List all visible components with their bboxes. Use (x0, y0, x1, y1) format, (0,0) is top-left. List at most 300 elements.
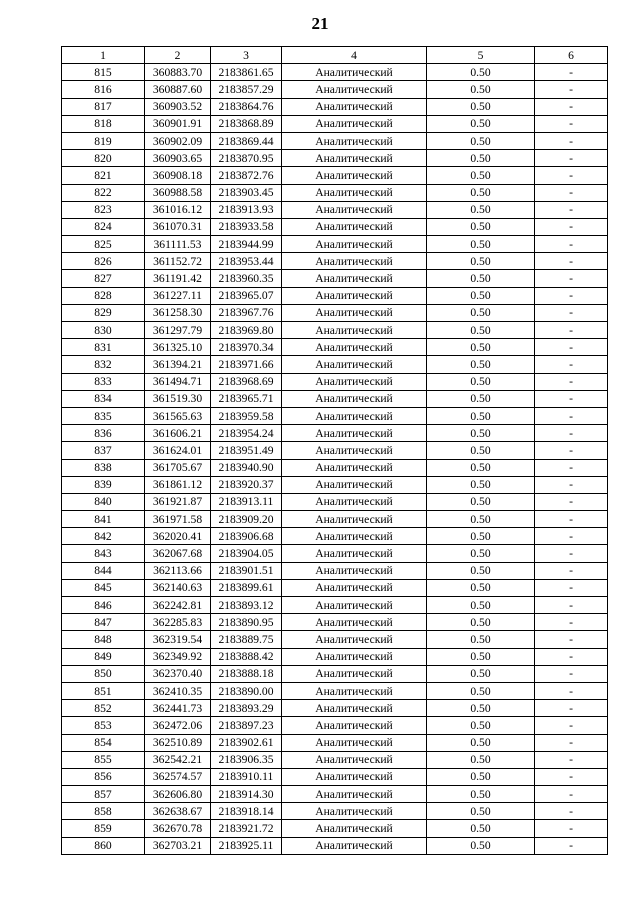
x-coordinate-cell: 362703.21 (145, 837, 211, 854)
y-coordinate-cell: 2183968.69 (211, 373, 282, 390)
point-number-cell: 828 (62, 287, 145, 304)
note-cell: - (535, 768, 608, 785)
point-number-cell: 818 (62, 115, 145, 132)
table-header (62, 47, 608, 64)
point-number-cell: 829 (62, 304, 145, 321)
y-coordinate-cell: 2183897.23 (211, 717, 282, 734)
header-cell-1: 1 (62, 47, 145, 64)
x-coordinate-cell: 362285.83 (145, 614, 211, 631)
note-cell: - (535, 253, 608, 270)
accuracy-cell: 0.50 (427, 562, 535, 579)
method-cell: Аналитический (282, 356, 427, 373)
table-row (62, 511, 608, 528)
accuracy-cell: 0.50 (427, 390, 535, 407)
note-cell: - (535, 167, 608, 184)
method-cell: Аналитический (282, 150, 427, 167)
method-cell: Аналитический (282, 442, 427, 459)
x-coordinate-cell: 362574.57 (145, 768, 211, 785)
point-number-cell: 855 (62, 751, 145, 768)
point-number-cell: 850 (62, 665, 145, 682)
point-number-cell: 822 (62, 184, 145, 201)
table-row (62, 167, 608, 184)
y-coordinate-cell: 2183913.11 (211, 493, 282, 510)
method-cell: Аналитический (282, 493, 427, 510)
accuracy-cell: 0.50 (427, 98, 535, 115)
table-row (62, 820, 608, 837)
x-coordinate-cell: 362441.73 (145, 700, 211, 717)
point-number-cell: 821 (62, 167, 145, 184)
point-number-cell: 830 (62, 322, 145, 339)
point-number-cell: 837 (62, 442, 145, 459)
y-coordinate-cell: 2183954.24 (211, 425, 282, 442)
table-row (62, 597, 608, 614)
note-cell: - (535, 150, 608, 167)
method-cell: Аналитический (282, 700, 427, 717)
accuracy-cell: 0.50 (427, 803, 535, 820)
accuracy-cell: 0.50 (427, 270, 535, 287)
x-coordinate-cell: 361111.53 (145, 236, 211, 253)
point-number-cell: 851 (62, 682, 145, 699)
y-coordinate-cell: 2183920.37 (211, 476, 282, 493)
method-cell: Аналитический (282, 98, 427, 115)
note-cell: - (535, 786, 608, 803)
y-coordinate-cell: 2183868.89 (211, 115, 282, 132)
method-cell: Аналитический (282, 184, 427, 201)
table-row (62, 734, 608, 751)
method-cell: Аналитический (282, 579, 427, 596)
point-number-cell: 844 (62, 562, 145, 579)
method-cell: Аналитический (282, 803, 427, 820)
table-row (62, 528, 608, 545)
accuracy-cell: 0.50 (427, 786, 535, 803)
note-cell: - (535, 803, 608, 820)
accuracy-cell: 0.50 (427, 218, 535, 235)
method-cell: Аналитический (282, 407, 427, 424)
x-coordinate-cell: 362242.81 (145, 597, 211, 614)
table-row (62, 236, 608, 253)
note-cell: - (535, 356, 608, 373)
note-cell: - (535, 631, 608, 648)
table-row (62, 184, 608, 201)
note-cell: - (535, 115, 608, 132)
note-cell: - (535, 682, 608, 699)
method-cell: Аналитический (282, 751, 427, 768)
point-number-cell: 854 (62, 734, 145, 751)
accuracy-cell: 0.50 (427, 236, 535, 253)
note-cell: - (535, 562, 608, 579)
accuracy-cell: 0.50 (427, 64, 535, 81)
table-row (62, 442, 608, 459)
point-number-cell: 817 (62, 98, 145, 115)
y-coordinate-cell: 2183970.34 (211, 339, 282, 356)
table-row (62, 579, 608, 596)
method-cell: Аналитический (282, 614, 427, 631)
x-coordinate-cell: 361565.63 (145, 407, 211, 424)
y-coordinate-cell: 2183910.11 (211, 768, 282, 785)
accuracy-cell: 0.50 (427, 356, 535, 373)
table-row (62, 562, 608, 579)
note-cell: - (535, 545, 608, 562)
y-coordinate-cell: 2183967.76 (211, 304, 282, 321)
y-coordinate-cell: 2183965.71 (211, 390, 282, 407)
accuracy-cell: 0.50 (427, 253, 535, 270)
point-number-cell: 860 (62, 837, 145, 854)
x-coordinate-cell: 361016.12 (145, 201, 211, 218)
x-coordinate-cell: 362472.06 (145, 717, 211, 734)
table-row (62, 665, 608, 682)
x-coordinate-cell: 361152.72 (145, 253, 211, 270)
accuracy-cell: 0.50 (427, 81, 535, 98)
table-row (62, 81, 608, 98)
x-coordinate-cell: 360902.09 (145, 132, 211, 149)
point-number-cell: 831 (62, 339, 145, 356)
y-coordinate-cell: 2183902.61 (211, 734, 282, 751)
note-cell: - (535, 407, 608, 424)
table-row (62, 218, 608, 235)
point-number-cell: 835 (62, 407, 145, 424)
method-cell: Аналитический (282, 631, 427, 648)
y-coordinate-cell: 2183857.29 (211, 81, 282, 98)
table-row (62, 339, 608, 356)
accuracy-cell: 0.50 (427, 287, 535, 304)
accuracy-cell: 0.50 (427, 717, 535, 734)
x-coordinate-cell: 362510.89 (145, 734, 211, 751)
header-cell-4: 4 (282, 47, 427, 64)
method-cell: Аналитический (282, 322, 427, 339)
x-coordinate-cell: 360908.18 (145, 167, 211, 184)
accuracy-cell: 0.50 (427, 820, 535, 837)
table-row (62, 768, 608, 785)
table-row (62, 493, 608, 510)
table-row (62, 407, 608, 424)
y-coordinate-cell: 2183918.14 (211, 803, 282, 820)
x-coordinate-cell: 361606.21 (145, 425, 211, 442)
x-coordinate-cell: 362349.92 (145, 648, 211, 665)
note-cell: - (535, 339, 608, 356)
x-coordinate-cell: 361921.87 (145, 493, 211, 510)
note-cell: - (535, 201, 608, 218)
table-row (62, 648, 608, 665)
point-number-cell: 843 (62, 545, 145, 562)
accuracy-cell: 0.50 (427, 700, 535, 717)
point-number-cell: 848 (62, 631, 145, 648)
table-row (62, 459, 608, 476)
accuracy-cell: 0.50 (427, 631, 535, 648)
table-row (62, 700, 608, 717)
point-number-cell: 846 (62, 597, 145, 614)
method-cell: Аналитический (282, 304, 427, 321)
y-coordinate-cell: 2183906.68 (211, 528, 282, 545)
method-cell: Аналитический (282, 132, 427, 149)
y-coordinate-cell: 2183959.58 (211, 407, 282, 424)
table-row (62, 682, 608, 699)
y-coordinate-cell: 2183893.12 (211, 597, 282, 614)
method-cell: Аналитический (282, 717, 427, 734)
x-coordinate-cell: 362542.21 (145, 751, 211, 768)
table-row (62, 98, 608, 115)
method-cell: Аналитический (282, 511, 427, 528)
y-coordinate-cell: 2183901.51 (211, 562, 282, 579)
method-cell: Аналитический (282, 768, 427, 785)
y-coordinate-cell: 2183913.93 (211, 201, 282, 218)
accuracy-cell: 0.50 (427, 339, 535, 356)
x-coordinate-cell: 361258.30 (145, 304, 211, 321)
note-cell: - (535, 734, 608, 751)
note-cell: - (535, 98, 608, 115)
y-coordinate-cell: 2183904.05 (211, 545, 282, 562)
x-coordinate-cell: 361624.01 (145, 442, 211, 459)
point-number-cell: 836 (62, 425, 145, 442)
note-cell: - (535, 665, 608, 682)
point-number-cell: 832 (62, 356, 145, 373)
page-number: 21 (311, 14, 329, 33)
accuracy-cell: 0.50 (427, 545, 535, 562)
note-cell: - (535, 81, 608, 98)
y-coordinate-cell: 2183872.76 (211, 167, 282, 184)
point-number-cell: 856 (62, 768, 145, 785)
point-number-cell: 815 (62, 64, 145, 81)
accuracy-cell: 0.50 (427, 493, 535, 510)
y-coordinate-cell: 2183889.75 (211, 631, 282, 648)
point-number-cell: 853 (62, 717, 145, 734)
note-cell: - (535, 270, 608, 287)
table-row (62, 614, 608, 631)
note-cell: - (535, 493, 608, 510)
table-row (62, 322, 608, 339)
x-coordinate-cell: 360883.70 (145, 64, 211, 81)
x-coordinate-cell: 360988.58 (145, 184, 211, 201)
accuracy-cell: 0.50 (427, 459, 535, 476)
note-cell: - (535, 476, 608, 493)
point-number-cell: 826 (62, 253, 145, 270)
note-cell: - (535, 304, 608, 321)
y-coordinate-cell: 2183888.18 (211, 665, 282, 682)
point-number-cell: 819 (62, 132, 145, 149)
method-cell: Аналитический (282, 476, 427, 493)
x-coordinate-cell: 361971.58 (145, 511, 211, 528)
table-row (62, 786, 608, 803)
table-row (62, 304, 608, 321)
table-body (62, 64, 608, 855)
point-number-cell: 852 (62, 700, 145, 717)
point-number-cell: 857 (62, 786, 145, 803)
point-number-cell: 839 (62, 476, 145, 493)
method-cell: Аналитический (282, 287, 427, 304)
x-coordinate-cell: 362410.35 (145, 682, 211, 699)
method-cell: Аналитический (282, 734, 427, 751)
method-cell: Аналитический (282, 837, 427, 854)
method-cell: Аналитический (282, 253, 427, 270)
method-cell: Аналитический (282, 528, 427, 545)
table-row (62, 270, 608, 287)
accuracy-cell: 0.50 (427, 682, 535, 699)
table-row (62, 803, 608, 820)
point-number-cell: 859 (62, 820, 145, 837)
y-coordinate-cell: 2183870.95 (211, 150, 282, 167)
y-coordinate-cell: 2183861.65 (211, 64, 282, 81)
method-cell: Аналитический (282, 167, 427, 184)
accuracy-cell: 0.50 (427, 425, 535, 442)
x-coordinate-cell: 361191.42 (145, 270, 211, 287)
y-coordinate-cell: 2183909.20 (211, 511, 282, 528)
y-coordinate-cell: 2183921.72 (211, 820, 282, 837)
y-coordinate-cell: 2183864.76 (211, 98, 282, 115)
y-coordinate-cell: 2183906.35 (211, 751, 282, 768)
accuracy-cell: 0.50 (427, 837, 535, 854)
accuracy-cell: 0.50 (427, 184, 535, 201)
point-number-cell: 827 (62, 270, 145, 287)
accuracy-cell: 0.50 (427, 768, 535, 785)
point-number-cell: 841 (62, 511, 145, 528)
note-cell: - (535, 184, 608, 201)
method-cell: Аналитический (282, 339, 427, 356)
accuracy-cell: 0.50 (427, 407, 535, 424)
note-cell: - (535, 218, 608, 235)
note-cell: - (535, 132, 608, 149)
method-cell: Аналитический (282, 218, 427, 235)
x-coordinate-cell: 361394.21 (145, 356, 211, 373)
note-cell: - (535, 236, 608, 253)
note-cell: - (535, 64, 608, 81)
point-number-cell: 816 (62, 81, 145, 98)
x-coordinate-cell: 361227.11 (145, 287, 211, 304)
table-row (62, 287, 608, 304)
point-number-cell: 847 (62, 614, 145, 631)
y-coordinate-cell: 2183940.90 (211, 459, 282, 476)
y-coordinate-cell: 2183953.44 (211, 253, 282, 270)
y-coordinate-cell: 2183890.95 (211, 614, 282, 631)
table-row (62, 631, 608, 648)
point-number-cell: 824 (62, 218, 145, 235)
method-cell: Аналитический (282, 648, 427, 665)
y-coordinate-cell: 2183965.07 (211, 287, 282, 304)
y-coordinate-cell: 2183899.61 (211, 579, 282, 596)
y-coordinate-cell: 2183888.42 (211, 648, 282, 665)
accuracy-cell: 0.50 (427, 373, 535, 390)
header-cell-3: 3 (211, 47, 282, 64)
y-coordinate-cell: 2183933.58 (211, 218, 282, 235)
accuracy-cell: 0.50 (427, 132, 535, 149)
table-row (62, 356, 608, 373)
point-number-cell: 834 (62, 390, 145, 407)
method-cell: Аналитический (282, 425, 427, 442)
method-cell: Аналитический (282, 786, 427, 803)
table-row (62, 390, 608, 407)
note-cell: - (535, 579, 608, 596)
method-cell: Аналитический (282, 597, 427, 614)
point-number-cell: 858 (62, 803, 145, 820)
table-row (62, 425, 608, 442)
y-coordinate-cell: 2183925.11 (211, 837, 282, 854)
y-coordinate-cell: 2183893.29 (211, 700, 282, 717)
accuracy-cell: 0.50 (427, 304, 535, 321)
accuracy-cell: 0.50 (427, 115, 535, 132)
point-number-cell: 840 (62, 493, 145, 510)
note-cell: - (535, 648, 608, 665)
note-cell: - (535, 700, 608, 717)
x-coordinate-cell: 361494.71 (145, 373, 211, 390)
y-coordinate-cell: 2183914.30 (211, 786, 282, 803)
note-cell: - (535, 322, 608, 339)
table-row (62, 115, 608, 132)
accuracy-cell: 0.50 (427, 528, 535, 545)
table-row (62, 132, 608, 149)
note-cell: - (535, 614, 608, 631)
method-cell: Аналитический (282, 665, 427, 682)
header-cell-2: 2 (145, 47, 211, 64)
note-cell: - (535, 373, 608, 390)
note-cell: - (535, 528, 608, 545)
accuracy-cell: 0.50 (427, 597, 535, 614)
x-coordinate-cell: 361519.30 (145, 390, 211, 407)
table-row (62, 64, 608, 81)
accuracy-cell: 0.50 (427, 579, 535, 596)
note-cell: - (535, 597, 608, 614)
x-coordinate-cell: 361070.31 (145, 218, 211, 235)
point-number-cell: 838 (62, 459, 145, 476)
method-cell: Аналитический (282, 201, 427, 218)
x-coordinate-cell: 362020.41 (145, 528, 211, 545)
x-coordinate-cell: 361297.79 (145, 322, 211, 339)
method-cell: Аналитический (282, 390, 427, 407)
x-coordinate-cell: 362370.40 (145, 665, 211, 682)
table-row (62, 837, 608, 854)
point-number-cell: 825 (62, 236, 145, 253)
x-coordinate-cell: 362113.66 (145, 562, 211, 579)
x-coordinate-cell: 361861.12 (145, 476, 211, 493)
y-coordinate-cell: 2183903.45 (211, 184, 282, 201)
note-cell: - (535, 442, 608, 459)
method-cell: Аналитический (282, 545, 427, 562)
point-number-cell: 842 (62, 528, 145, 545)
accuracy-cell: 0.50 (427, 614, 535, 631)
x-coordinate-cell: 362140.63 (145, 579, 211, 596)
header-cell-6: 6 (535, 47, 608, 64)
method-cell: Аналитический (282, 270, 427, 287)
point-number-cell: 849 (62, 648, 145, 665)
accuracy-cell: 0.50 (427, 511, 535, 528)
method-cell: Аналитический (282, 682, 427, 699)
accuracy-cell: 0.50 (427, 751, 535, 768)
accuracy-cell: 0.50 (427, 150, 535, 167)
table-row (62, 253, 608, 270)
accuracy-cell: 0.50 (427, 322, 535, 339)
y-coordinate-cell: 2183971.66 (211, 356, 282, 373)
x-coordinate-cell: 360903.52 (145, 98, 211, 115)
accuracy-cell: 0.50 (427, 648, 535, 665)
point-number-cell: 820 (62, 150, 145, 167)
x-coordinate-cell: 362670.78 (145, 820, 211, 837)
y-coordinate-cell: 2183890.00 (211, 682, 282, 699)
table-row (62, 545, 608, 562)
y-coordinate-cell: 2183944.99 (211, 236, 282, 253)
x-coordinate-cell: 362067.68 (145, 545, 211, 562)
x-coordinate-cell: 360901.91 (145, 115, 211, 132)
method-cell: Аналитический (282, 115, 427, 132)
method-cell: Аналитический (282, 373, 427, 390)
header-row (62, 47, 608, 64)
method-cell: Аналитический (282, 820, 427, 837)
table-row (62, 201, 608, 218)
note-cell: - (535, 751, 608, 768)
x-coordinate-cell: 360903.65 (145, 150, 211, 167)
coordinates-table (61, 46, 608, 855)
method-cell: Аналитический (282, 236, 427, 253)
table-row (62, 717, 608, 734)
note-cell: - (535, 390, 608, 407)
note-cell: - (535, 820, 608, 837)
note-cell: - (535, 511, 608, 528)
